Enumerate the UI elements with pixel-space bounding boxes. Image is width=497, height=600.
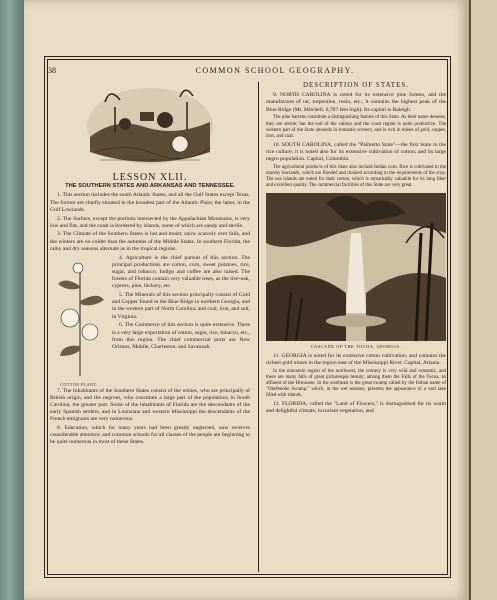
plantation-vignette-illustration — [85, 82, 215, 170]
lesson-subtitle: THE SOUTHERN STATES AND ARKANSAS AND TENNESSEE. — [65, 183, 235, 190]
paragraph-2: 2. The Surface, except the portions intersected by the Appalachian Mountains, is very low and flat, and the coast is bordered by islands, some of which are sandy and sterile. — [50, 215, 250, 229]
cotton-plant-illustration — [50, 256, 108, 378]
north-carolina-note: The pine barrens constitute a distinguishing feature of this State. As their name denotes, they are sterile; but the soil of the valleys and the coast region is quite productive. The western part of the State abounds in romantic scenery, and is rich in mines of gold, copper, iron, and coal. — [266, 115, 446, 139]
south-carolina-paragraph: 10. SOUTH CAROLINA, called the "Palmetto State"—the first State in the rice culture; it is noted also for its extensive cultivation of cotton; and its large negro population. Capital, Columbia. — [266, 141, 446, 163]
right-page-edge — [469, 0, 497, 600]
page-number: 38 — [48, 66, 56, 75]
book-spine — [0, 0, 24, 600]
cotton-plant-caption: COTTON PLANT. — [60, 381, 98, 387]
paragraph-7: 7. The Inhabitants of the Southern States consist of the whites, who are principally of British origin, and the negroes, who constitute a large part of the population; in South Carolina, the greater part. Some of the inhabitants of Florida are the descendants of the early Spanish settlers, and in Louisiana and western Mississippi the descendants of the French emigrants are very numerous. — [50, 387, 250, 423]
paragraph-6: 6. The Commerce of this section is quite extensive. There is a very large exportation of cotton, sugar, rice, tobacco, etc., from this region. The chief commercial ports are New Orleans, Mobile, Charleston, and Savannah. — [112, 322, 250, 350]
paragraph-3: 3. The Climate of the Southern States is hot and moist; snow scarcely ever falls, and the winters are no colder than the autumns of the Middle States. In southern Florida, the rainy and dry seasons alternate as in the tropical regions. — [50, 231, 250, 252]
tocoa-cascade-caption: CASCADE OF THE TOCOA, GEORGIA. — [310, 343, 402, 349]
paragraph-8: 8. Education, which for many years had been greatly neglected, now receives considerable attention; and common schools for all classes of the people are beginning to be quite numerous in most of these States. — [50, 425, 250, 446]
georgia-paragraph: 11. GEORGIA is noted for its extensive cotton cultivation; and contains the richest gold mines in the region east of the Mississippi River. Capital, Atlanta. — [266, 352, 446, 366]
description-heading: DESCRIPTION OF STATES. — [302, 81, 410, 89]
left-column — [50, 82, 250, 448]
north-carolina-paragraph: 9. NORTH CAROLINA is noted for its extensive pine forests, and the manufacture of tar, turpentine, rosin, etc.; it contains the highest peak of the Blue Ridge (Mt. Mitchell, 6,707 feet high). Its capital is Raleigh. — [266, 92, 446, 113]
georgia-note: In the mountain region of the northwest, the scenery is very wild and romantic, and there are many falls of great picturesque beauty; among them the Falls of the Tocoa, an affluent of the Hiwassee. In the southeast is the great swamp called by the Indian name of "Okefenoke Swamp," which, in the wet seasons, presents the appearance of a vast lake filled with islands. — [266, 368, 446, 399]
cotton-plant-figure — [50, 256, 108, 386]
south-carolina-note: The agricultural products of this State also include Indian corn. Rice is cultivated in the marshy lowlands, which are flooded and drained according to the requirements of the crop. The sea islands are noted for their cotton, which is remarkably valuable for its long fiber and excellent quality. The commercial facilities of this State are very great. — [266, 164, 446, 189]
paragraph-5: 5. The Minerals of this section principally consist of Gold and Copper found in the Blue Ridge in northern Georgia, and in the western part of North Carolina; and coal, iron, and salt, in Virginia. — [112, 292, 250, 320]
paragraph-1: 1. This section includes the south Atlantic States, and all the Gulf States except Texas. The former are chiefly situated in the broadest part of the Atlantic Plain; the latter, in the Gulf Lowlands. — [50, 192, 250, 213]
column-divider — [258, 82, 259, 572]
paragraph-4: 4. Agriculture is the chief pursuit of this section. The principal productions are cotton, corn, sweet potatoes, rice, sugar, and tobacco. Indigo and coffee are also raised. The forests of Florida contain very valuable trees, as the live-oak, cypress, pine, hickory, etc. — [112, 254, 250, 290]
lesson-title: LESSON XLII. — [112, 172, 188, 183]
right-column — [266, 82, 446, 417]
tocoa-cascade-illustration — [266, 193, 446, 341]
florida-paragraph: 12. FLORIDA, called the "Land of Flowers," is distinguished for its warm and delightful climate, luxuriant vegetation, and — [266, 401, 446, 415]
running-head: COMMON SCHOOL GEOGRAPHY. — [195, 66, 355, 75]
